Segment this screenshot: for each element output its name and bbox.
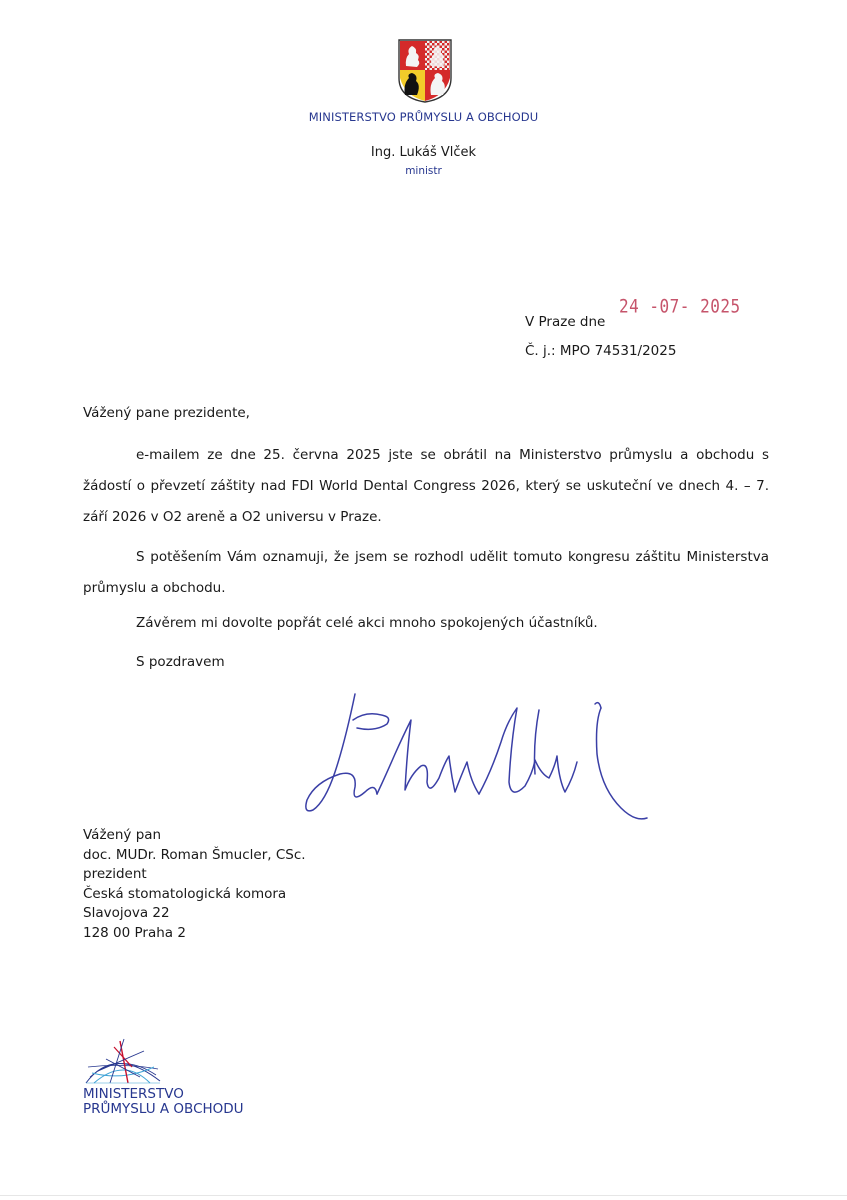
page-bottom-edge: [0, 1195, 847, 1196]
footer-logo-line-1: MINISTERSTVO: [83, 1086, 184, 1102]
date-stamp: 24 -07- 2025: [619, 295, 741, 318]
paragraph-text: e-mailem ze dne 25. června 2025 jste se obrátil na Ministerstvo průmyslu a obchodu s žádostí o převzetí záštity nad FDI World Dental Congress 2026, který se uskuteční ve dnech 4. – 7. září 2026 v O2 areně a O2 universu v Praze.: [83, 447, 769, 525]
body-paragraph-3: [83, 608, 769, 639]
body-paragraph-2: [83, 542, 769, 604]
footer-logo-line-2: PRŮMYSLU A OBCHODU: [83, 1101, 244, 1117]
reference-number: Č. j.: MPO 74531/2025: [525, 343, 677, 359]
addressee-line: prezident: [83, 866, 147, 883]
state-coat-of-arms-icon: [397, 38, 453, 104]
paragraph-text: S potěšením Vám oznamuji, že jsem se rozhodl udělit tomuto kongresu záštitu Ministerstva průmyslu a obchodu.: [83, 549, 769, 596]
addressee-line: doc. MUDr. Roman Šmucler, CSc.: [83, 846, 306, 863]
addressee-line: 128 00 Praha 2: [83, 924, 186, 941]
footer-ministry-name: [83, 1087, 244, 1117]
minister-name: Ing. Lukáš Vlček: [370, 145, 477, 160]
minister-title: ministr: [405, 165, 442, 177]
addressee-line: Slavojova 22: [83, 905, 170, 922]
handwritten-signature: [295, 682, 655, 832]
paragraph-text: Závěrem mi dovolte popřát celé akci mnoho spokojených účastníků.: [136, 615, 598, 631]
salutation: Vážený pane prezidente,: [83, 405, 250, 421]
addressee-line: Vážený pan: [83, 827, 162, 843]
place-date-label: V Praze dne: [525, 314, 606, 330]
closing-greeting: [83, 647, 769, 678]
addressee-line: Česká stomatologická komora: [83, 885, 287, 902]
paragraph-text: S pozdravem: [136, 654, 225, 670]
addressee-block: [83, 826, 306, 944]
ministry-name: MINISTERSTVO PRŮMYSLU A OBCHODU: [308, 110, 539, 124]
body-paragraph-1: [83, 440, 769, 533]
ministry-logo-icon: [84, 1037, 162, 1087]
